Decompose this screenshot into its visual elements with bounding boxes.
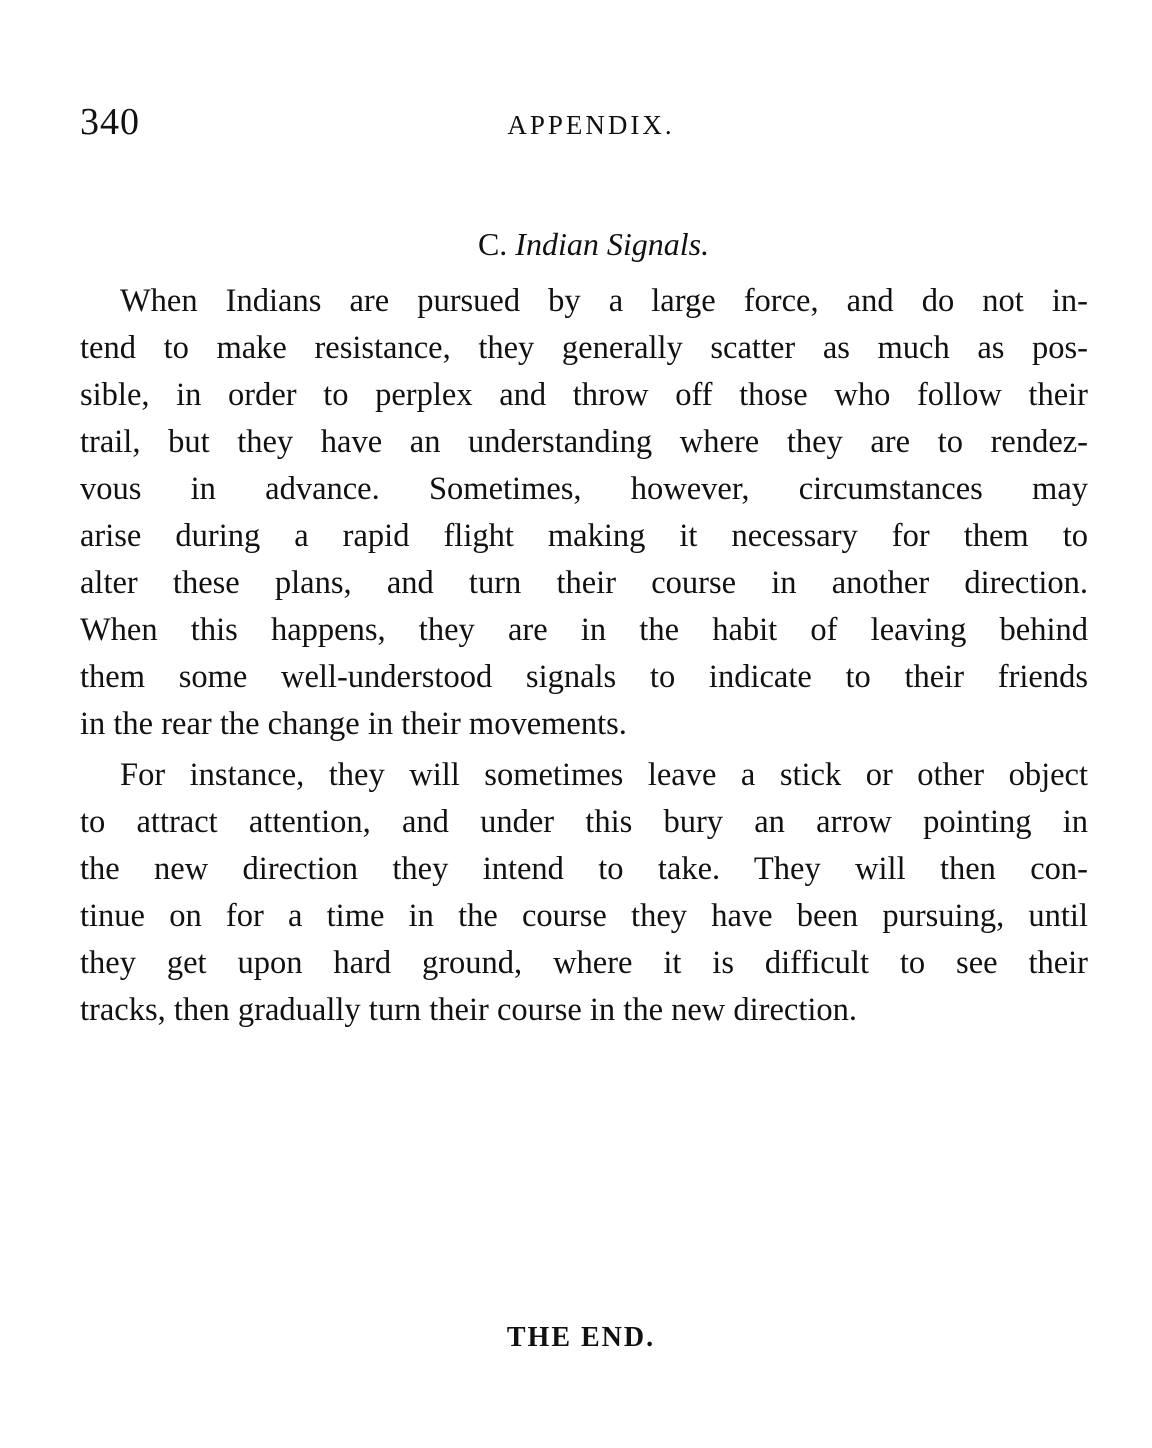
paragraph-line: alter these plans, and turn their course in another direction. <box>80 565 1088 601</box>
paragraph-line: the new direction they intend to take. They will then con- <box>80 851 1088 887</box>
paragraph-line: When Indians are pursued by a large force, and do not in- <box>120 283 1088 319</box>
section-title: Indian Signals. <box>515 226 710 262</box>
paragraph-line: For instance, they will sometimes leave a stick or other object <box>120 757 1088 793</box>
paragraph-line: them some well-understood signals to indicate to their friends <box>80 659 1088 695</box>
section-letter: C. <box>477 226 508 262</box>
paragraph-line: they get upon hard ground, where it is difficult to see their <box>80 945 1088 981</box>
paragraph-line: tend to make resistance, they generally scatter as much as pos- <box>80 330 1088 366</box>
paragraph-line: tracks, then gradually turn their course in the new direction. <box>80 992 858 1028</box>
paragraph-line: sible, in order to perplex and throw off those who follow their <box>80 377 1088 413</box>
paragraph-2 <box>80 752 1088 1034</box>
closing-text: THE END. <box>506 1322 656 1353</box>
paragraph-line: tinue on for a time in the course they have been pursuing, until <box>80 898 1088 934</box>
section-heading <box>0 224 1152 264</box>
page-number: 340 <box>80 101 140 143</box>
paragraph-line: trail, but they have an understanding where they are to rendez- <box>80 424 1088 460</box>
paragraph-1 <box>80 278 1088 748</box>
paragraph-line: arise during a rapid flight making it necessary for them to <box>80 518 1088 554</box>
paragraph-line: vous in advance. Sometimes, however, circumstances may <box>80 471 1088 507</box>
running-head: APPENDIX. <box>507 110 675 140</box>
paragraph-line: When this happens, they are in the habit of leaving behind <box>80 612 1088 648</box>
paragraph-line: in the rear the change in their movements. <box>80 706 627 742</box>
paragraph-line: to attract attention, and under this bury an arrow pointing in <box>80 804 1088 840</box>
